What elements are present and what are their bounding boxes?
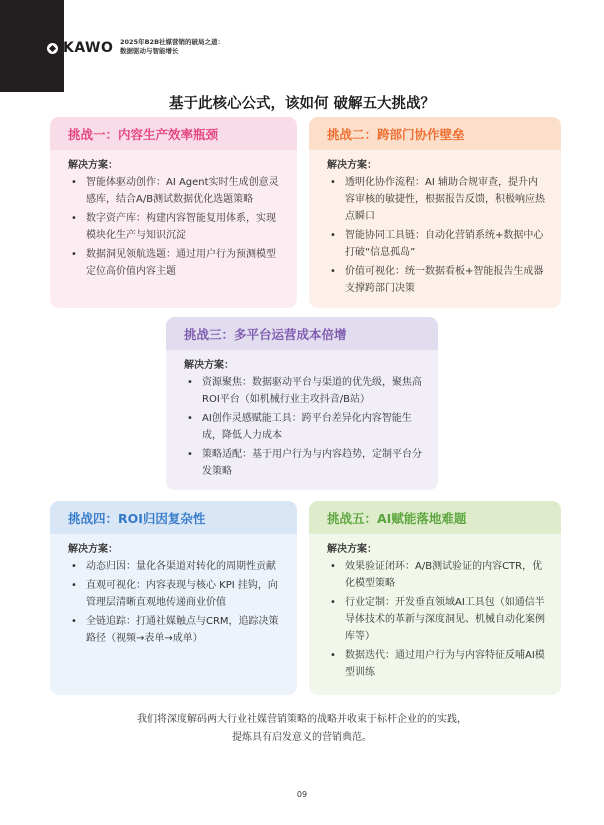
list-item: • 智能协同工具链：自动化营销系统+数据中心打破“信息孤岛” xyxy=(327,227,547,261)
challenge-title: 挑战二：跨部门协作壁垒 xyxy=(309,117,561,150)
list-item: • 数据洞见领航选题：通过用户行为预测模型定位高价值内容主题 xyxy=(68,246,283,280)
challenge-title: 挑战五：AI赋能落地难题 xyxy=(309,501,561,534)
page-number: 09 xyxy=(296,790,308,799)
list-item: • 行业定制：开发垂直领域AI工具包（如通信半导体技术的革新与深度洞见、机械自动化案例库等） xyxy=(327,594,547,645)
challenge-card-4 xyxy=(50,501,297,695)
challenge-card-2 xyxy=(309,117,561,308)
list-item: • 智能体驱动创作：AI Agent实时生成创意灵感库，结合A/B测试数据优化选题策略 xyxy=(68,174,283,208)
list-item: • 策略适配：基于用户行为与内容趋势，定制平台分发策略 xyxy=(184,446,424,480)
closing-line-2: 提炼具有启发意义的营销典范。 xyxy=(232,732,372,743)
challenge-card-1 xyxy=(50,117,297,308)
list-item: • 数字资产库：构建内容智能复用体系，实现模块化生产与知识沉淀 xyxy=(68,210,283,244)
list-item: • 资源聚焦：数据驱动平台与渠道的优先级，聚焦高ROI平台（如机械行业主攻抖音/B站） xyxy=(184,374,424,408)
list-item: • 效果验证闭环：A/B测试验证的内容CTR，优化模型策略 xyxy=(327,558,547,592)
solution-label: 解决方案： xyxy=(327,544,377,555)
header-subtitle-line1: 2025年B2B社媒营销的破局之道： xyxy=(120,38,225,46)
page-title: 基于此核心公式，该如何 破解五大挑战？ xyxy=(168,96,436,112)
list-item: • 全链追踪：打通社媒触点与CRM，追踪决策路径（视频→表单→成单） xyxy=(68,613,283,647)
solution-label: 解决方案： xyxy=(184,360,234,371)
list-item: • 数据迭代：通过用户行为与内容特征反哺AI模型训练 xyxy=(327,647,547,681)
solution-label: 解决方案： xyxy=(327,160,377,171)
solution-list xyxy=(68,174,283,280)
closing-line-1: 我们将深度解码两大行业社媒营销策略的战略并收束于标杆企业的的实践， xyxy=(137,714,467,725)
kawo-logo-icon xyxy=(46,42,59,55)
challenge-card-5 xyxy=(309,501,561,695)
challenge-card-3 xyxy=(166,317,438,490)
challenge-title: 挑战四：ROI归因复杂性 xyxy=(50,501,297,534)
list-item: • AI创作灵感赋能工具：跨平台差异化内容智能生成，降低人力成本 xyxy=(184,410,424,444)
brand-logo xyxy=(46,40,113,56)
solution-label: 解决方案： xyxy=(68,544,118,555)
header-subtitle xyxy=(120,38,224,56)
logo-text: KAWO xyxy=(63,40,114,56)
challenge-title: 挑战三：多平台运营成本倍增 xyxy=(166,317,438,350)
solution-list xyxy=(327,174,547,297)
challenge-title: 挑战一：内容生产效率瓶颈 xyxy=(50,117,297,150)
list-item: • 动态归因：量化各渠道对转化的周期性贡献 xyxy=(68,558,283,575)
solution-list xyxy=(68,558,283,647)
solution-list xyxy=(184,374,424,480)
header-subtitle-line2: 数据驱动与智能增长 xyxy=(120,47,179,55)
solution-list xyxy=(327,558,547,681)
closing-statement xyxy=(0,711,604,747)
list-item: • 直观可视化：内容表现与核心 KPI 挂钩，向管理层清晰直观地传递商业价值 xyxy=(68,577,283,611)
list-item: • 价值可视化：统一数据看板+智能报告生成器支撑跨部门决策 xyxy=(327,263,547,297)
solution-label: 解决方案： xyxy=(68,160,118,171)
list-item: • 透明化协作流程：AI 辅助合规审查，提升内容审核的敏捷性，根据报告反馈，积极响应热点瞬口 xyxy=(327,174,547,225)
